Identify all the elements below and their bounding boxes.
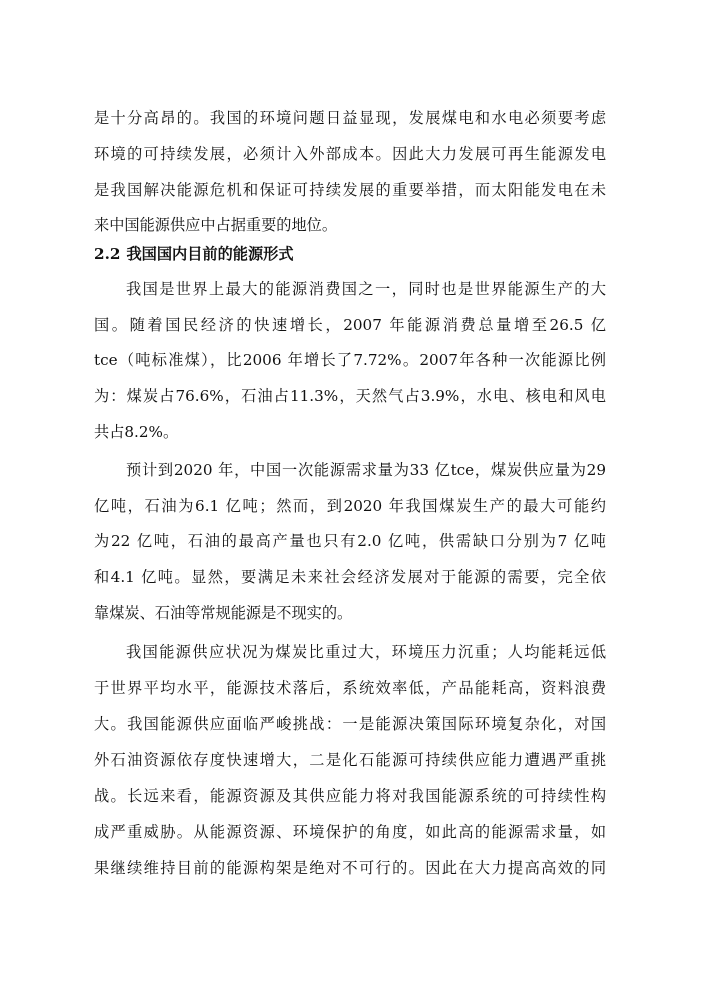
text-line: 为：煤炭占76.6%，石油占11.3%，天然气占3.9%，水电、核电和风电 [94,387,606,405]
text-line: 是我国解决能源危机和保证可持续发展的重要举措，而太阳能发电在未 [94,181,606,199]
text-line: tce（吨标准煤），比2006 年增长了7.72%。2007年各种一次能源比例 [94,351,606,369]
text-line: 成严重威胁。从能源资源、环境保护的角度，如此高的能源需求量，如 [94,823,606,841]
text-line: 我国能源供应状况为煤炭比重过大，环境压力沉重；人均能耗远低 [126,643,606,661]
text-line: 环境的可持续发展，必须计入外部成本。因此大力发展可再生能源发电 [94,145,606,163]
text-line: 来中国能源供应中占据重要的地位。 [94,216,337,234]
text-line: 我国是世界上最大的能源消费国之一，同时也是世界能源生产的大 [126,280,606,298]
text-line: 是十分高昂的。我国的环境问题日益显现，发展煤电和水电必须要考虑 [94,109,606,127]
text-line: 亿吨，石油为6.1 亿吨；然而，到2020 年我国煤炭生产的最大可能约 [94,497,606,515]
section-heading [94,240,606,268]
text-line: 大。我国能源供应面临严峻挑战：一是能源决策国际环境复杂化，对国 [94,715,606,733]
text-line: 共占8.2%。 [94,423,179,441]
text-line: 果继续维持目前的能源构架是绝对不可行的。因此在大力提高高效的同 [94,859,606,877]
text-line: 外石油资源依存度快速增大，二是化石能源可持续供应能力遭遇严重挑 [94,751,606,769]
text-line: 和4.1 亿吨。显然，要满足未来社会经济发展对于能源的需要，完全依 [94,568,606,586]
text-line: 靠煤炭、石油等常规能源是不现实的。 [94,604,353,622]
text-line: 国。随着国民经济的快速增长，2007 年能源消费总量增至26.5 亿 [94,316,606,334]
text-line: 为22 亿吨，石油的最高产量也只有2.0 亿吨，供需缺口分别为7 亿吨 [94,532,606,550]
section-number: 2.2 [94,245,121,263]
text-line: 战。长远来看，能源资源及其供应能力将对我国能源系统的可持续性构 [94,787,606,805]
text-line: 于世界平均水平，能源技术落后，系统效率低，产品能耗高，资料浪费 [94,679,606,697]
text-line: 预计到2020 年，中国一次能源需求量为33 亿tce，煤炭供应量为29 [126,461,606,479]
section-title: 我国国内目前的能源形式 [126,245,294,263]
